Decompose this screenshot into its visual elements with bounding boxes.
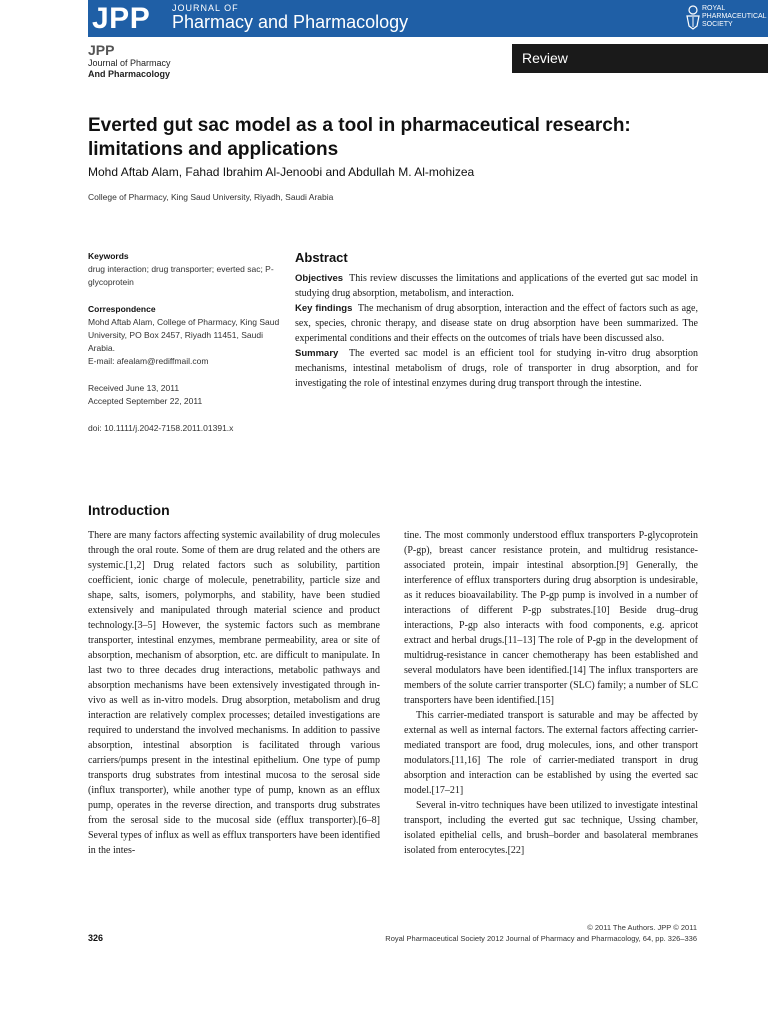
jpp-logo: JPP [92, 2, 151, 35]
paragraph: Several in-vitro techniques have been utilized to investigate intestinal transport, including the everted gut sac technique, Ussing chamber, isolated epithelial cells, and brush–border and basolateral membranes isolated from enterocytes.[22] [404, 800, 698, 856]
keywords-text: drug interaction; drug transporter; everted sac; P-glycoprotein [88, 264, 274, 287]
correspondence-text: Mohd Aftab Alam, College of Pharmacy, King Saud University, PO Box 2457, Riyadh 11451, Saudi Arabia. [88, 317, 280, 353]
article-sidebar [88, 250, 280, 435]
article-authors: Mohd Aftab Alam, Fahad Ibrahim Al-Jenoobi and Abdullah M. Al-mohizea [88, 165, 475, 179]
section-label: Review [512, 44, 768, 73]
side-journal-logo [88, 42, 171, 80]
side-logo-line2: And Pharmacology [88, 69, 171, 79]
page-number: 326 [88, 933, 104, 943]
findings-text: The mechanism of drug absorption, interaction and the effect of factors such as age, sex, species, chronic therapy, and disease state on drug absorption have been summarized. The experimental conditions and their effects on the outcomes of trials have been discussed also. [295, 303, 698, 344]
side-logo-abbrev: JPP [88, 42, 115, 58]
society-name [702, 5, 767, 29]
journal-of-label: JOURNAL OF [172, 3, 239, 13]
paragraph: This carrier-mediated transport is saturable and may be affected by external as well as internal factors. The external factors affecting carrier-mediated transport are food, drug molecules, ions, and other transport modulators.[11,16] The role of carrier-mediated transport in drug absorption and interaction can be established by using the everted sac model.[17–21] [404, 710, 698, 796]
side-logo-line1: Journal of Pharmacy [88, 58, 171, 68]
body-column-right [404, 528, 698, 858]
accepted-date: Accepted September 22, 2011 [88, 396, 203, 406]
objectives-text: This review discusses the limitations and applications of the everted gut sac model in studying drug absorption, metabolism, and interaction. [295, 273, 698, 299]
journal-banner [88, 0, 768, 37]
paragraph: There are many factors affecting systemic availability of drug molecules through the oral route. Some of them are drug related and the others are systemic.[1,2] Drug related factors such as solubility, partition coefficient, ionic charge of molecule, penetrability, particle size and shape, salts, isomers, polymorphs, and stability, have been studied extensively and manipulated through material science and product technology.[3–5] However, the systemic factors such as membrane transporter, intestinal enzymes, membrane permeability, area or site of absorption, mechanism of absorption, etc. are difficult to manipulate. In last two to three decades drug interactions, metabolic pathways and absorption mechanisms have been extensively investigated through in-vivo as well as in-vitro models. Drug absorption, metabolism and drug interaction are relatively complex processes; detailed investigations are required to understand the involved mechanisms. In addition to passive absorption, intestinal absorption is facilitated through various carriers/pumps present in the intestinal epithelium. One type of pump transports drug substrates from intestinal mucosa to the serosal side (influx transporter), while another type of pump, known as an efflux pump, operates in the reverse direction, and transports drug substrates from the serosal side to the mucosal side (efflux transporter).[6–8] Several types of influx as well as efflux transporters have been identified in the intes- [88, 530, 380, 856]
article-title: Everted gut sac model as a tool in pharmaceutical research: limitations and applications [88, 115, 631, 160]
keywords-heading: Keywords [88, 251, 129, 261]
paragraph: tine. The most commonly understood efflux transporters P-glycoprotein (P-gp), breast cancer resistance protein, and multidrug resistance-associated protein, impair intestinal absorption.[9] Generally, the interference of efflux transporters during drug absorption is undesirable, as it reduces bioavailability. The P-gp pump is involved in a number of interactions of different P-gp substrates.[10] Beside drug–drug interactions, P-gp also interacts with food components, e.g. apricot extract and herbal drugs.[11–13] The role of P-gp in the development of multidrug-resistance in cancer chemotherapy has been established and several modulators have been identified.[14] The influx transporters are members of the solute carrier transporter (SLC) family; a number of SLC transporters have been identified.[15] [404, 530, 698, 706]
journal-title: Pharmacy and Pharmacology [172, 12, 409, 32]
introduction-heading: Introduction [88, 502, 170, 518]
abstract-section [295, 250, 698, 391]
objectives-label: Objectives [295, 273, 344, 284]
abstract-heading: Abstract [295, 250, 348, 265]
abstract-body [295, 271, 698, 391]
society-line: ROYAL [702, 5, 726, 12]
received-date: Received June 13, 2011 [88, 383, 180, 393]
correspondence-email[interactable]: E-mail: afealam@rediffmail.com [88, 356, 209, 366]
findings-label: Key findings [295, 303, 353, 314]
summary-label: Summary [295, 348, 339, 359]
body-column-left [88, 528, 380, 858]
society-crest-icon [684, 4, 702, 30]
summary-text: The everted sac model is an efficient tool for studying in-vitro drug absorption mechanisms, intestinal metabolism of drugs, role of transporter in drug absorption, and for investigating the role of intestinal enzymes during drug transport through the intestine. [295, 348, 698, 389]
citation-line: Royal Pharmaceutical Society 2012 Journal of Pharmacy and Pharmacology, 64, pp. 326–336 [385, 934, 697, 943]
footer-copyright [385, 922, 697, 944]
society-line: SOCIETY [702, 21, 733, 28]
correspondence-heading: Correspondence [88, 304, 156, 314]
society-line: PHARMACEUTICAL [702, 13, 767, 20]
copyright-line: © 2011 The Authors. JPP © 2011 [587, 923, 697, 932]
article-affiliation: College of Pharmacy, King Saud University, Riyadh, Saudi Arabia [88, 192, 334, 202]
article-doi[interactable]: doi: 10.1111/j.2042-7158.2011.01391.x [88, 423, 234, 433]
